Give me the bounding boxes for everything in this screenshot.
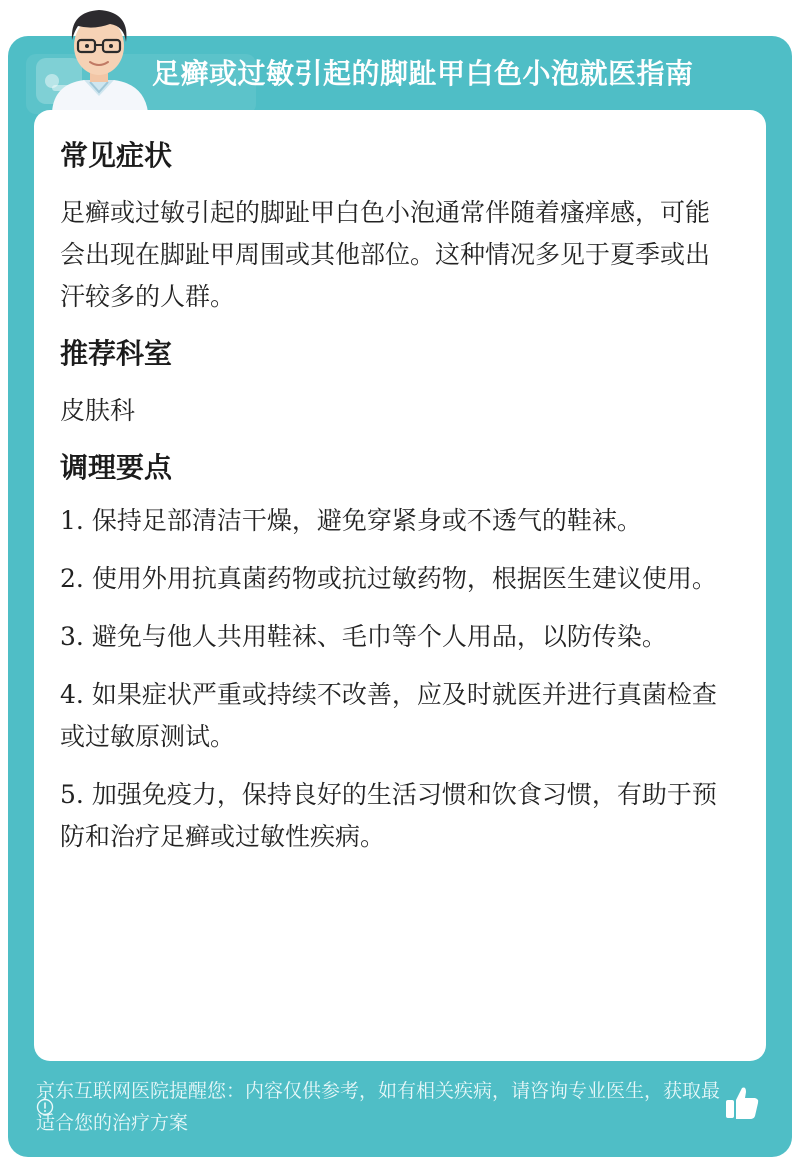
section-title-department: 推荐科室 [60,337,173,370]
list-item-text: 加强免疫力，保持良好的生活习惯和饮食习惯，有助于预防和治疗足癣或过敏性疾病。 [60,780,717,851]
care-list [60,500,730,858]
list-item [60,558,730,600]
list-item [60,616,730,658]
list-item-text: 避免与他人共用鞋袜、毛巾等个人用品，以防传染。 [91,622,667,651]
list-item [60,500,730,542]
list-item-text: 保持足部清洁干燥，避免穿紧身或不透气的鞋袜。 [91,506,642,535]
list-item-number: 5. [60,780,84,809]
doctor-avatar [44,0,154,112]
list-item-number: 2. [60,564,84,593]
list-item-text: 如果症状严重或持续不改善，应及时就医并进行真菌检查或过敏原测试。 [60,680,717,751]
section-title-care: 调理要点 [60,451,173,484]
footer-notice: 京东互联网医院提醒您：内容仅供参考，如有相关疾病，请咨询专业医生，获取最适合您的治疗方案 [36,1080,721,1134]
list-item-number: 3. [60,622,84,651]
symptoms-text: 足癣或过敏引起的脚趾甲白色小泡通常伴随着瘙痒感，可能会出现在脚趾甲周围或其他部位。这种情况多见于夏季或出汗较多的人群。 [60,198,711,311]
list-item [60,774,730,858]
list-item-number: 4. [60,680,84,709]
page-title: 足癣或过敏引起的脚趾甲白色小泡就医指南 [152,57,694,90]
list-item-number: 1. [60,506,84,535]
list-item [60,674,730,758]
section-title-symptoms: 常见症状 [60,139,173,172]
thumbs-up-icon[interactable] [724,1084,760,1122]
department-text: 皮肤科 [60,396,136,425]
content-card [34,110,766,1061]
list-item-text: 使用外用抗真菌药物或抗过敏药物，根据医生建议使用。 [91,564,717,593]
